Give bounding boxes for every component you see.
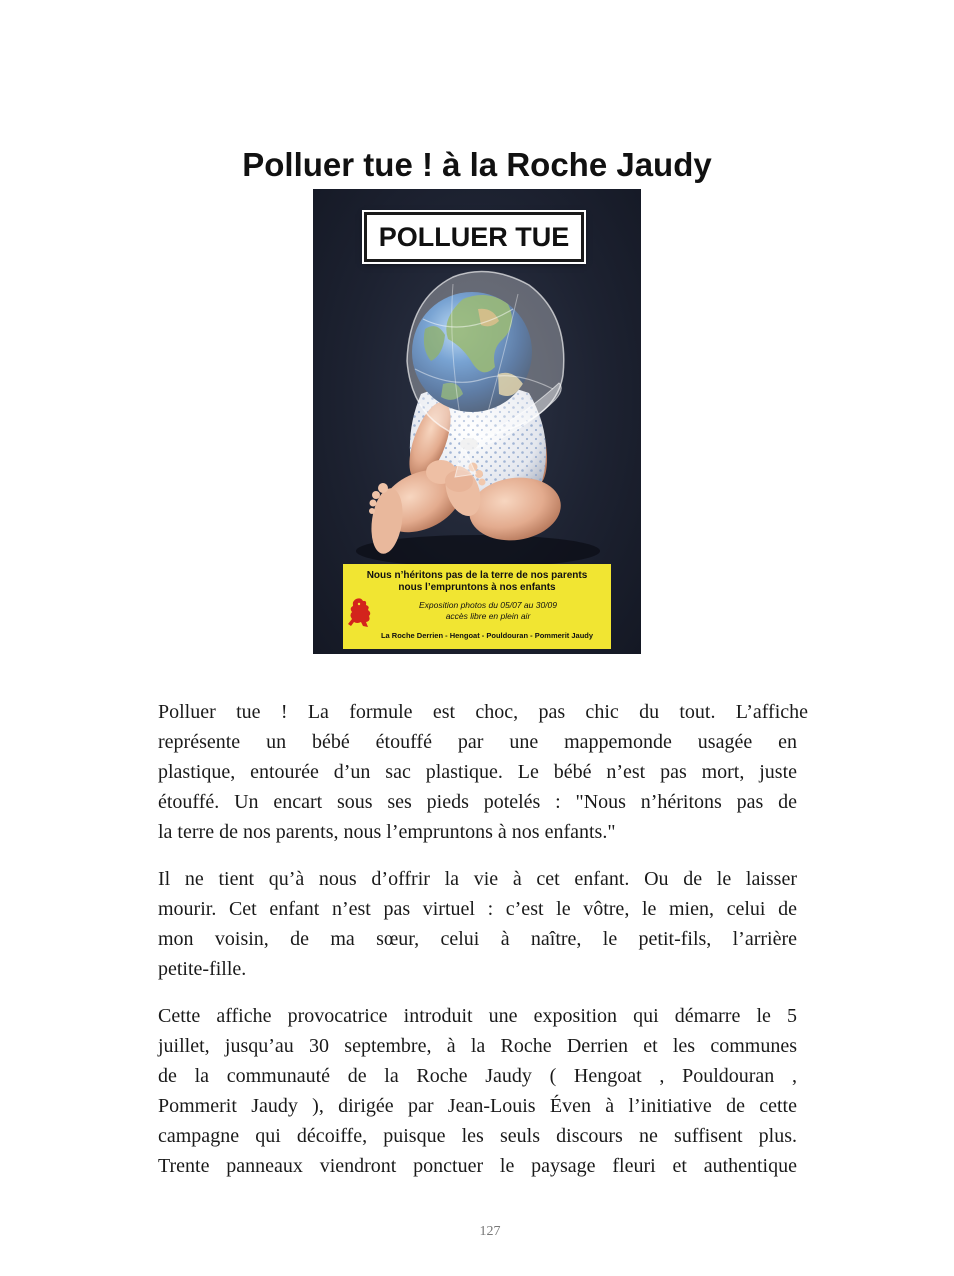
paragraph-line: Pommerit Jaudy ), dirigée par Jean-Louis Éven à l’initiative de cette	[158, 1095, 797, 1117]
paragraph-line: Polluer tue ! La formule est choc, pas chic du tout. L’affiche	[158, 701, 808, 723]
paragraph-line: mon voisin, de ma sœur, celui à naître, le petit-fils, l’arrière	[158, 928, 797, 950]
paragraph-2	[158, 864, 797, 984]
paragraph-line: mourir. Cet enfant n’est pas virtuel : c’est le vôtre, le mien, celui de	[158, 898, 797, 920]
banner-line-4: accès libre en plein air	[445, 611, 531, 621]
banner-line-5: La Roche Derrien - Hengoat - Pouldouran - Pommerit Jaudy	[380, 631, 594, 640]
paragraph-line: Il ne tient qu’à nous d’offrir la vie à cet enfant. Ou de le laisser	[158, 868, 797, 890]
banner-line-3: Exposition photos du 05/07 au 30/09	[419, 600, 557, 610]
banner-line-1: Nous n’héritons pas de la terre de nos parents	[366, 570, 588, 581]
paragraph-line: plastique, entourée d’un sac plastique. Le bébé n’est pas mort, juste	[158, 761, 797, 783]
banner-line-2: nous l’empruntons à nos enfants	[398, 582, 556, 593]
paragraph-line: étouffé. Un encart sous ses pieds potelés : "Nous n’héritons pas de	[158, 791, 797, 813]
paragraph-line: de la communauté de la Roche Jaudy ( Hengoat , Pouldouran ,	[158, 1065, 797, 1087]
paragraph-3	[158, 1001, 797, 1181]
poster	[313, 189, 641, 654]
paragraph-line: Trente panneaux viendront ponctuer le paysage fleuri et authentique	[158, 1155, 797, 1177]
poster-headline: POLLUER TUE	[364, 212, 584, 262]
paragraph-line: Cette affiche provocatrice introduit une exposition qui démarre le 5	[158, 1005, 797, 1027]
page-number: 127	[479, 1224, 501, 1239]
paragraph-line: campagne qui décoiffe, puisque les seuls discours ne suffisent plus.	[158, 1125, 797, 1147]
paragraph-1	[158, 697, 808, 847]
paragraph-line: juillet, jusqu’au 30 septembre, à la Roche Derrien et les communes	[158, 1035, 797, 1057]
paragraph-line: petite-fille.	[158, 958, 247, 980]
paragraph-line: représente un bébé étouffé par une mappemonde usagée en	[158, 731, 797, 753]
poster-banner	[343, 564, 611, 649]
paragraph-line: la terre de nos parents, nous l’empruntons à nos enfants."	[158, 821, 616, 843]
page-title: Polluer tue ! à la Roche Jaudy	[242, 146, 712, 184]
